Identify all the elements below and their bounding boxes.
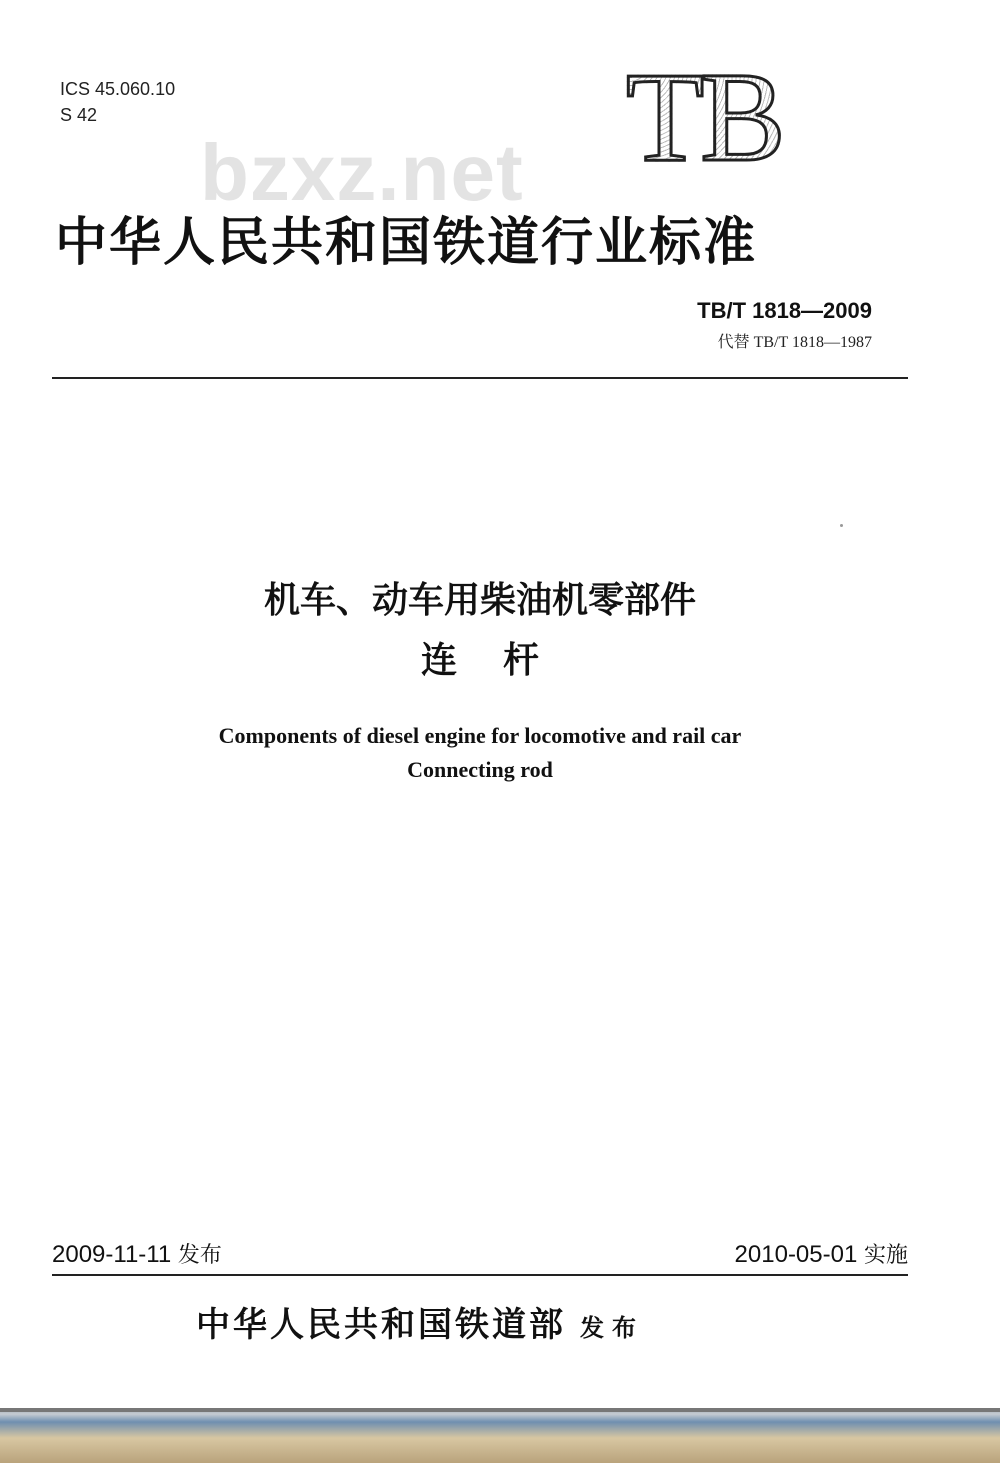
publisher-name: 中华人民共和国铁道部 <box>196 1305 566 1345</box>
effective-label: 实施 <box>863 1243 908 1268</box>
watermark: bzxz.net <box>200 128 524 217</box>
window-edge <box>0 1408 1000 1412</box>
effective-date: 2010-05-01 <box>734 1241 858 1268</box>
issue-date: 2009-11-11 <box>52 1241 172 1268</box>
tb-logo: TB <box>626 58 826 176</box>
desktop-background-strip <box>0 1408 1000 1463</box>
dates-row <box>52 1238 908 1276</box>
ics-code: ICS 45.060.10 <box>60 79 176 99</box>
subtitle-chinese: 连杆 <box>420 640 585 681</box>
issue-date-block <box>52 1238 222 1273</box>
scan-speck <box>840 524 843 527</box>
effective-date-block <box>735 1238 908 1273</box>
class-code: S 42 <box>60 105 98 125</box>
standard-number-text: TB/T 1818—2009 <box>697 298 872 323</box>
header-rule <box>52 377 908 379</box>
publisher-suffix: 发布 <box>580 1313 644 1342</box>
title-english: Components of diesel engine for locomotive and rail car <box>218 723 742 748</box>
replaces-standard: 代替 TB/T 1818—1987 <box>717 334 872 351</box>
publisher <box>196 1302 644 1351</box>
title-chinese: 机车、动车用柴油机零部件 <box>263 580 696 621</box>
subtitle-english: Connecting rod <box>407 757 553 782</box>
classification-codes <box>60 76 175 128</box>
issue-label: 发布 <box>177 1243 222 1268</box>
org-title: 中华人民共和国铁道行业标准 <box>55 212 758 273</box>
standard-number <box>697 296 872 326</box>
